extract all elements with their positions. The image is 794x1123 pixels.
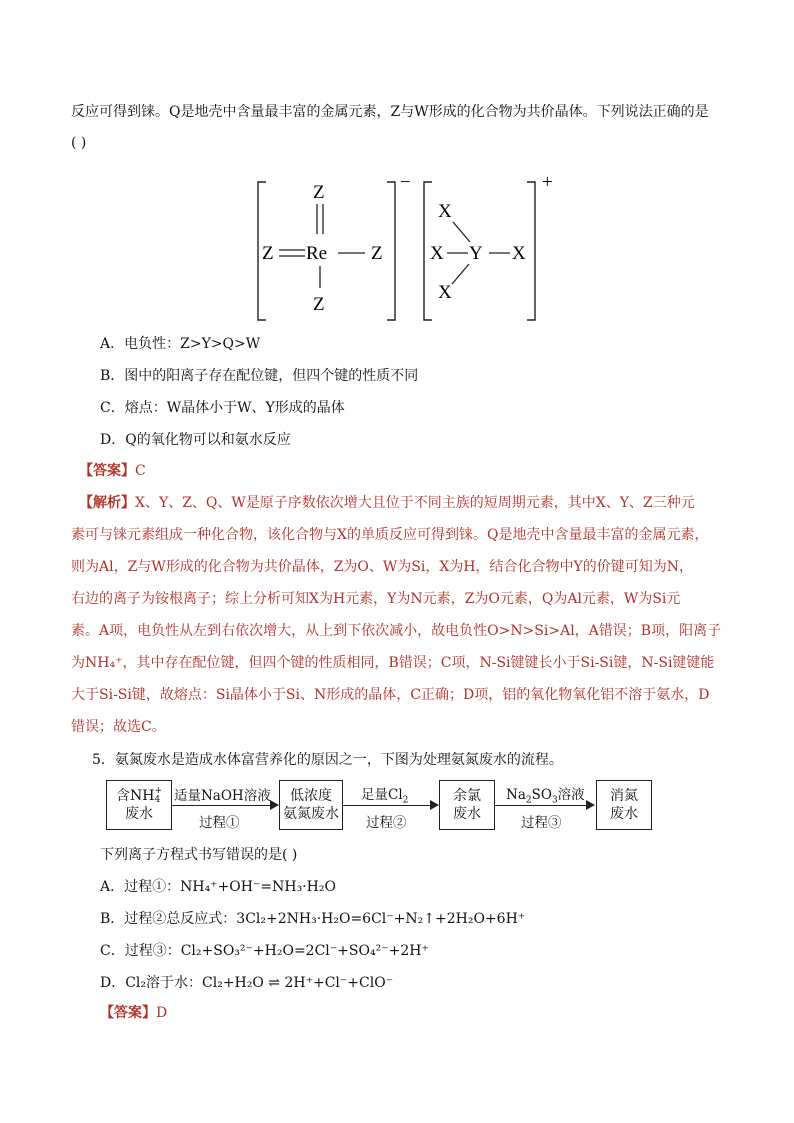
arrow1-head: [270, 800, 279, 810]
arrow3-head: [586, 800, 595, 810]
answer-label: 【答案】: [100, 1005, 156, 1021]
anion-charge: −: [400, 172, 411, 193]
atom-re: Re: [306, 243, 328, 264]
ionic-compound-structure-diagram: [240, 170, 570, 325]
q5-stem: 5．氨氮废水是造成水体富营养化的原因之一，下图为处理氨氮废水的流程。: [92, 752, 563, 768]
atom-x-bottom: X: [438, 282, 452, 303]
flow-box-low-concentration: 低浓度 氨氮废水: [279, 780, 343, 830]
arrow3-process: 过程③: [521, 815, 562, 831]
q4-option-c: C．熔点：W晶体小于W、Y形成的晶体: [100, 400, 345, 416]
arrow1-line: [172, 805, 272, 806]
q4-option-a: A．电负性：Z>Y>Q>W: [100, 336, 261, 352]
q4-analysis-line-8: 错误；故选C。: [71, 719, 166, 735]
flow-box-residual-chlorine: 余氯 废水: [439, 780, 495, 830]
atom-z-right: Z: [371, 243, 383, 264]
cation-charge: +: [542, 172, 553, 193]
answer-value: D: [156, 1005, 168, 1021]
q4-analysis-line-4: 右边的离子为铵根离子；综上分析可知X为H元素，Y为N元素，Z为O元素，Q为Al元素，W为Si元: [71, 591, 681, 607]
arrow3-line: [495, 805, 587, 806]
arrow2-process: 过程②: [366, 815, 407, 831]
atom-x-right: X: [512, 243, 526, 264]
q5-option-b: B．过程②总反应式：3Cl₂+2NH₃·H₂O=6Cl⁻+N₂↑+2H₂O+6H⁺: [100, 911, 526, 927]
arrow2-line: [343, 805, 431, 806]
q4-analysis-line-1: 【解析】X、Y、Z、Q、W是原子序数依次增大且位于不同主族的短周期元素，其中X、Y、Z三种元: [79, 495, 695, 511]
atom-y: Y: [469, 243, 483, 264]
arrow2-reagent: 足量$Cl_2$: [361, 787, 409, 806]
q5-option-a: A．过程①：NH₄⁺+OH⁻=NH₃·H₂O: [100, 879, 336, 895]
arrow2-head: [430, 800, 439, 810]
answer-label: 【答案】: [79, 463, 135, 479]
q4-stem-line: 反应可得到铼。Q是地壳中含量最丰富的金属元素，Z与W形成的化合物为共价晶体。下列说法正确的是: [71, 104, 709, 120]
atom-z-top: Z: [313, 182, 325, 203]
q4-option-d: D．Q的氧化物可以和氨水反应: [100, 432, 291, 448]
q4-answer-blank: ( ): [71, 135, 87, 151]
q4-analysis-line-5: 素。A项，电负性从左到右依次增大，从上到下依次减小，故电负性O>N>Si>Al，A错误；B项，阳离子: [71, 623, 722, 639]
flow-box-ammonium-wastewater: 含NH+ 4 废水: [106, 780, 172, 830]
q5-question: 下列离子方程式书写错误的是( ): [100, 847, 298, 863]
atom-z-bottom: Z: [313, 294, 325, 315]
atom-x-left: X: [430, 243, 444, 264]
q5-option-d: D．Cl₂溶于水：Cl₂+H₂O ⇌ 2H⁺+Cl⁻+ClO⁻: [100, 975, 394, 991]
q4-option-b: B．图中的阳离子存在配位键，但四个键的性质不同: [100, 368, 419, 384]
q4-analysis-line-6: 为NH₄⁺，其中存在配位键，但四个键的性质相同，B错误；C项，N-Si键键长小于Si-Si键，N-Si键键能: [71, 655, 715, 671]
q4-analysis-line-3: 则为Al，Z与W形成的化合物为共价晶体，Z为O、W为Si，X为H，结合化合物中Y的价键可知为N，: [71, 559, 694, 575]
atom-z-left: Z: [262, 243, 274, 264]
answer-value: C: [135, 463, 146, 479]
arrow1-process: 过程①: [199, 815, 240, 831]
arrow3-reagent: $Na_2SO_3$溶液: [506, 787, 585, 806]
q5-answer: [100, 1003, 167, 1023]
analysis-label: 【解析】: [79, 495, 135, 511]
atom-x-top: X: [438, 201, 452, 222]
q4-analysis-line-2: 素可与铼元素组成一种化合物，该化合物与X的单质反应可得到铼。Q是地壳中含量最丰富的金属元素，: [71, 527, 709, 543]
q4-analysis-line-7: 大于Si-Si键，故熔点：Si晶体小于Si、N形成的晶体，C正确；D项，铝的氧化物氧化铝不溶于氨水，D: [71, 687, 710, 703]
arrow1-reagent: 适量NaOH溶液: [174, 788, 271, 804]
flow-box-denitrified: 消氮 废水: [596, 780, 652, 830]
q4-answer: [79, 461, 146, 481]
q5-option-c: C．过程③：Cl₂+SO₃²⁻+H₂O=2Cl⁻+SO₄²⁻+2H⁺: [100, 943, 429, 959]
